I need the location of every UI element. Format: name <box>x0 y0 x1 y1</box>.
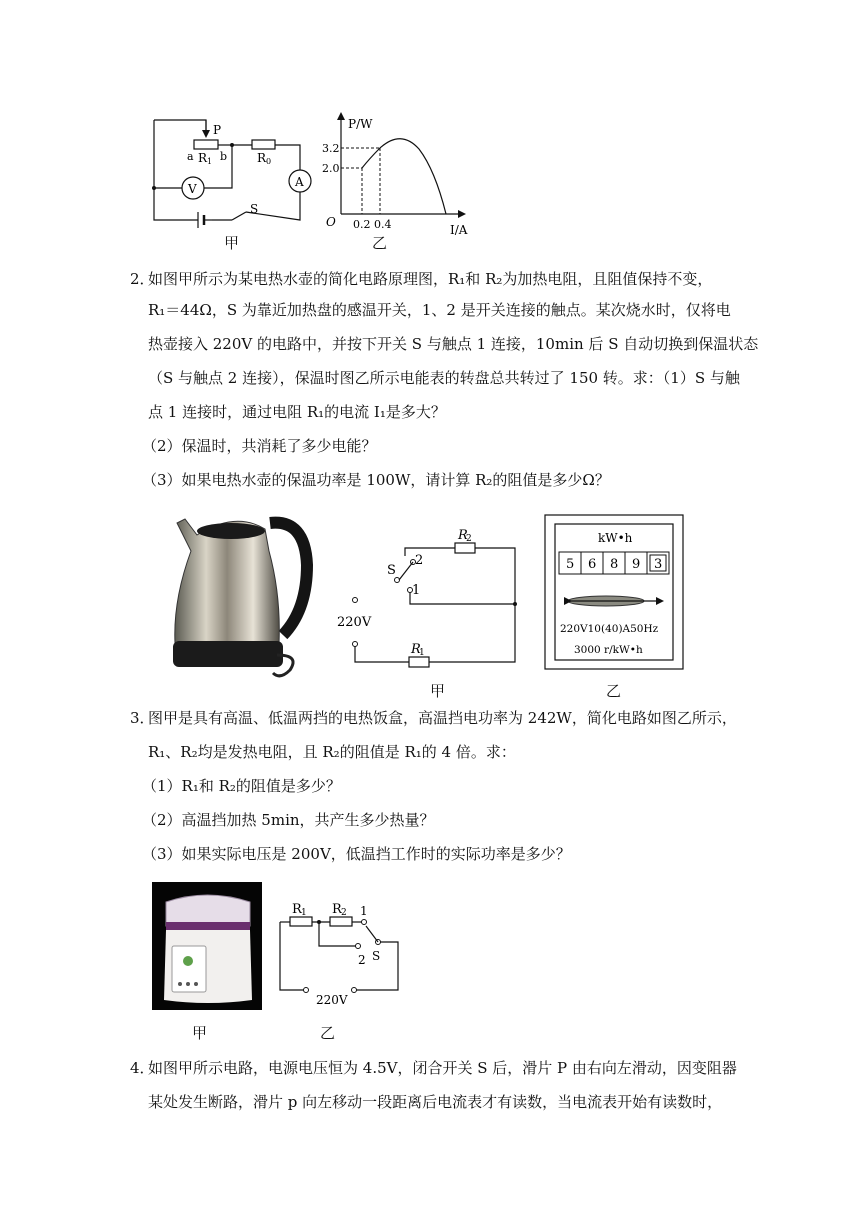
q3-sub3: （3）如果实际电压是 200V，低温挡工作时的实际功率是多少？ <box>142 845 571 863</box>
r1-sub: 1 <box>207 157 213 166</box>
r1-sub: 1 <box>301 908 307 918</box>
q3-caption-right: 乙 <box>320 1024 336 1042</box>
switch-label: S <box>387 563 396 578</box>
figure-1-graph <box>322 110 472 238</box>
q3-text-line: R₁、R₂均是发热电阻，且 R₂的阻值是 R₁的 4 倍。求： <box>148 743 516 761</box>
q2-text-line: 热壶接入 220V 的电路中，并按下开关 S 与触点 1 连接，10min 后 S 自动切换到保温状态 <box>148 335 759 353</box>
terminal-b-label: b <box>220 150 228 163</box>
switch-label: S <box>250 202 259 216</box>
q2-text-line: 点 1 连接时，通过电阻 R₁的电流 I₁是多大？ <box>148 403 446 421</box>
contact-1-label: 1 <box>360 904 368 918</box>
graph-ylabel: P/W <box>348 117 373 131</box>
q2-text-line: 如图甲所示为某电热水壶的简化电路原理图，R₁和 R₂为加热电阻，且阻值保持不变， <box>148 270 713 288</box>
voltage-label: 220V <box>337 615 372 630</box>
graph-xtick: 0.4 <box>374 218 392 231</box>
q3-caption-left: 甲 <box>192 1024 208 1042</box>
switch-label: S <box>372 949 381 963</box>
graph-xtick: 0.2 <box>353 218 371 231</box>
contact-2-label: 2 <box>415 553 424 568</box>
voltmeter-icon: V <box>188 182 197 196</box>
meter-digit: 5 <box>566 557 575 572</box>
graph-ytick: 3.2 <box>322 142 340 155</box>
electric-meter <box>544 514 684 670</box>
figure-1-circuit <box>140 108 320 228</box>
meter-unit: kW•h <box>598 531 633 545</box>
graph-xlabel: I/A <box>450 223 468 237</box>
q2-sub2: （2）保温时，共消耗了多少电能？ <box>142 437 377 455</box>
q2-text-line: R₁＝44Ω，S 为靠近加热盘的感温开关，1、2 是开关连接的触点。某次烧水时，仅将电 <box>148 301 731 319</box>
r2-sub: 2 <box>341 908 347 918</box>
q3-sub1: （1）R₁和 R₂的阻值是多少？ <box>142 777 341 795</box>
graph-ytick: 2.0 <box>322 162 340 175</box>
fig1-caption-right: 乙 <box>372 234 388 252</box>
lunch-box-photo <box>152 882 262 1010</box>
fig1-caption-left: 甲 <box>224 234 240 252</box>
q4-number: 4． <box>130 1059 155 1077</box>
meter-digit: 6 <box>588 557 597 572</box>
r0-sub: 0 <box>266 157 272 166</box>
meter-digit: 3 <box>654 557 663 572</box>
contact-1-label: 1 <box>412 583 421 598</box>
ammeter-icon: A <box>295 175 304 189</box>
r2-sub: 2 <box>466 534 472 544</box>
voltage-label: 220V <box>316 993 348 1007</box>
r1-sub: 1 <box>419 648 425 658</box>
r0-label: R <box>257 151 267 165</box>
q3-number: 3． <box>130 709 155 727</box>
q2-number: 2． <box>130 270 155 288</box>
q4-text-line: 如图甲所示电路，电源电压恒为 4.5V，闭合开关 S 后，滑片 P 由右向左滑动，因变阻器 <box>148 1059 737 1077</box>
r2-label: R <box>458 528 468 543</box>
q3-text-line: 图甲是具有高温、低温两挡的电热饭盒，高温挡电功率为 242W，简化电路如图乙所示， <box>148 709 737 727</box>
r1-label: R <box>411 642 421 657</box>
q2-text-line: （S 与触点 2 连接），保温时图乙所示电能表的转盘总共转过了 150 转。求：（1）S 与触 <box>148 369 740 387</box>
graph-origin: O <box>326 215 336 229</box>
meter-digit: 9 <box>632 557 641 572</box>
kettle-photo <box>165 505 315 683</box>
q3-circuit <box>274 900 414 1010</box>
r2-label: R <box>332 902 342 917</box>
q2-circuit <box>325 522 525 672</box>
meter-rate: 3000 r/kW•h <box>574 644 643 656</box>
q2-sub3: （3）如果电热水壶的保温功率是 100W，请计算 R₂的阻值是多少Ω？ <box>142 471 610 489</box>
q2-caption-left: 甲 <box>430 682 446 700</box>
meter-digit: 8 <box>610 557 619 572</box>
contact-2-label: 2 <box>358 953 366 967</box>
slider-label: P <box>213 123 222 137</box>
r1-label: R <box>198 151 208 165</box>
q2-caption-right: 乙 <box>606 682 622 700</box>
terminal-a-label: a <box>187 150 194 163</box>
q3-sub2: （2）高温挡加热 5min，共产生多少热量？ <box>142 811 435 829</box>
q4-text-line: 某处发生断路，滑片 p 向左移动一段距离后电流表才有读数，当电流表开始有读数时， <box>148 1093 723 1111</box>
meter-spec: 220V10(40)A50Hz <box>560 623 659 635</box>
r1-label: R <box>292 902 302 917</box>
